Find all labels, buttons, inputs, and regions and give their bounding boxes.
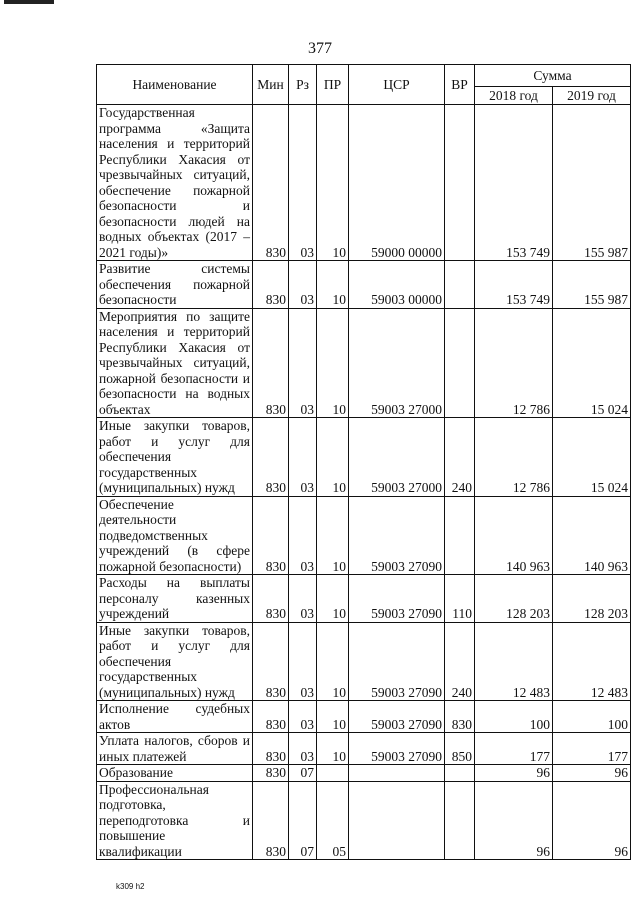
table-row: [97, 701, 631, 733]
row-pr: 10: [317, 105, 349, 261]
row-2019: 140 963: [553, 496, 631, 575]
header-sum: Сумма: [475, 65, 631, 87]
row-2019: 96: [553, 765, 631, 782]
row-name: Уплата налогов, сборов и иных платежей: [97, 733, 253, 765]
row-vr: [445, 105, 475, 261]
row-vr: [445, 261, 475, 309]
footer-code: k309 h2: [116, 882, 145, 891]
row-min: 830: [253, 733, 289, 765]
row-pr: 10: [317, 261, 349, 309]
row-2019: 128 203: [553, 575, 631, 623]
row-pr: 10: [317, 418, 349, 497]
row-2018: 12 786: [475, 418, 553, 497]
row-rz: 03: [289, 622, 317, 701]
table-row: [97, 418, 631, 497]
row-rz: 03: [289, 496, 317, 575]
table-row: [97, 575, 631, 623]
row-vr: [445, 765, 475, 782]
row-rz: 03: [289, 575, 317, 623]
header-pr: ПР: [317, 65, 349, 105]
row-rz: 03: [289, 701, 317, 733]
row-2018: 12 483: [475, 622, 553, 701]
row-name: Государственная программа «Защита населения и территорий Республики Хакасия от чрезвычайных ситуаций, обеспечение пожарной безопасности и безопасности людей на водных объектах (2017 – 2021 годы)»: [97, 105, 253, 261]
row-min: 830: [253, 765, 289, 782]
row-name: Исполнение судебных актов: [97, 701, 253, 733]
row-pr: 10: [317, 575, 349, 623]
table-row: [97, 105, 631, 261]
header-2018: 2018 год: [475, 87, 553, 105]
page-number: 377: [308, 40, 332, 57]
top-rule: [4, 0, 54, 4]
row-name: Образование: [97, 765, 253, 782]
row-min: 830: [253, 575, 289, 623]
header-csr: ЦСР: [349, 65, 445, 105]
table-row: [97, 622, 631, 701]
row-min: 830: [253, 105, 289, 261]
row-2018: 96: [475, 781, 553, 860]
row-rz: 07: [289, 765, 317, 782]
row-2019: 177: [553, 733, 631, 765]
row-rz: 03: [289, 261, 317, 309]
row-pr: 10: [317, 701, 349, 733]
row-name: Профессиональная подготовка, переподготовка и повышение квалификации: [97, 781, 253, 860]
header-name: Наименование: [97, 65, 253, 105]
row-min: 830: [253, 701, 289, 733]
row-rz: 03: [289, 308, 317, 418]
row-vr: 830: [445, 701, 475, 733]
row-pr: 10: [317, 496, 349, 575]
table-row: [97, 261, 631, 309]
row-2018: 128 203: [475, 575, 553, 623]
row-2018: 100: [475, 701, 553, 733]
row-csr: 59000 00000: [349, 105, 445, 261]
table-row: [97, 765, 631, 782]
header-2019: 2019 год: [553, 87, 631, 105]
row-csr: 59003 27090: [349, 575, 445, 623]
row-min: 830: [253, 781, 289, 860]
row-rz: 03: [289, 418, 317, 497]
row-min: 830: [253, 308, 289, 418]
table-row: [97, 308, 631, 418]
row-2019: 155 987: [553, 261, 631, 309]
table-row: [97, 733, 631, 765]
row-name: Обеспечение деятельности подведомственных учреждений (в сфере пожарной безопасности): [97, 496, 253, 575]
row-2019: 15 024: [553, 418, 631, 497]
row-pr: 10: [317, 622, 349, 701]
row-2019: 15 024: [553, 308, 631, 418]
row-2018: 140 963: [475, 496, 553, 575]
row-csr: [349, 765, 445, 782]
row-csr: 59003 27000: [349, 308, 445, 418]
row-min: 830: [253, 496, 289, 575]
row-2018: 96: [475, 765, 553, 782]
row-vr: [445, 308, 475, 418]
row-name: Расходы на выплаты персоналу казенных учреждений: [97, 575, 253, 623]
table-row: [97, 496, 631, 575]
row-csr: 59003 27000: [349, 418, 445, 497]
row-2019: 100: [553, 701, 631, 733]
row-vr: 110: [445, 575, 475, 623]
row-pr: 10: [317, 733, 349, 765]
row-min: 830: [253, 622, 289, 701]
row-name: Мероприятия по защите населения и территорий Республики Хакасия от чрезвычайных ситуаций, пожарной безопасности и безопасности на водных объектах: [97, 308, 253, 418]
row-min: 830: [253, 418, 289, 497]
row-rz: 07: [289, 781, 317, 860]
row-csr: 59003 27090: [349, 701, 445, 733]
row-name: Развитие системы обеспечения пожарной безопасности: [97, 261, 253, 309]
row-2018: 153 749: [475, 261, 553, 309]
row-2018: 177: [475, 733, 553, 765]
row-pr: 05: [317, 781, 349, 860]
row-2018: 12 786: [475, 308, 553, 418]
header-vr: ВР: [445, 65, 475, 105]
row-rz: 03: [289, 105, 317, 261]
row-2019: 155 987: [553, 105, 631, 261]
header-min: Мин: [253, 65, 289, 105]
row-csr: 59003 27090: [349, 622, 445, 701]
table-row: [97, 781, 631, 860]
row-csr: 59003 27090: [349, 733, 445, 765]
row-2019: 12 483: [553, 622, 631, 701]
row-2019: 96: [553, 781, 631, 860]
row-rz: 03: [289, 733, 317, 765]
row-csr: [349, 781, 445, 860]
row-min: 830: [253, 261, 289, 309]
row-csr: 59003 27090: [349, 496, 445, 575]
row-vr: [445, 781, 475, 860]
row-csr: 59003 00000: [349, 261, 445, 309]
row-name: Иные закупки товаров, работ и услуг для обеспечения государственных (муниципальных) нужд: [97, 418, 253, 497]
row-vr: [445, 496, 475, 575]
row-vr: 240: [445, 622, 475, 701]
header-rz: Рз: [289, 65, 317, 105]
row-pr: 10: [317, 308, 349, 418]
row-vr: 240: [445, 418, 475, 497]
budget-table: [96, 64, 631, 860]
row-2018: 153 749: [475, 105, 553, 261]
row-pr: [317, 765, 349, 782]
row-vr: 850: [445, 733, 475, 765]
row-name: Иные закупки товаров, работ и услуг для обеспечения государственных (муниципальных) нужд: [97, 622, 253, 701]
